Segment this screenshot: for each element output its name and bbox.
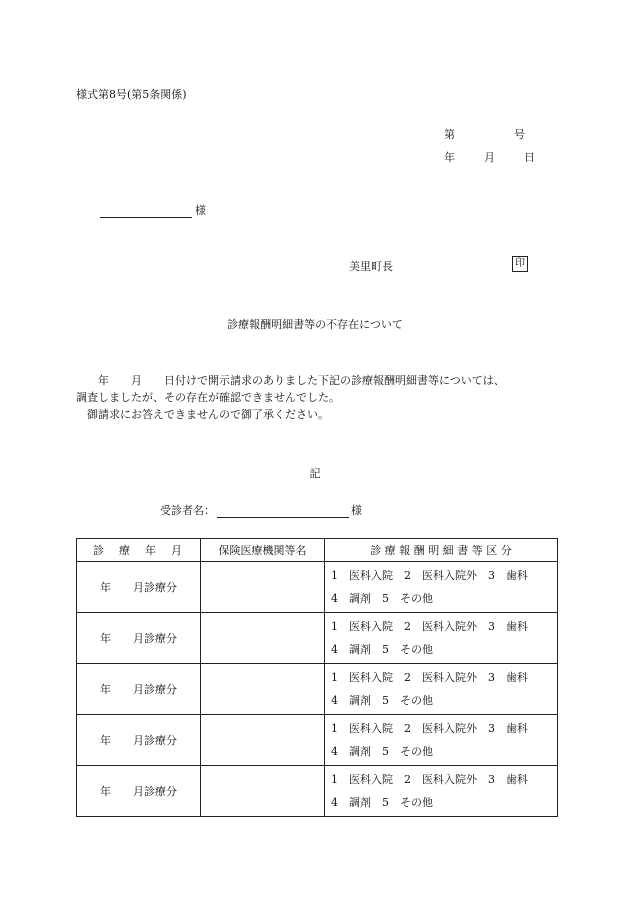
classification-line-2: 4 調剤 5 その他 bbox=[331, 796, 433, 809]
classification-line-2: 4 調剤 5 その他 bbox=[331, 745, 433, 758]
patient-honorific: 様 bbox=[351, 504, 362, 517]
date-month: 月 bbox=[484, 150, 495, 164]
seal-label: 印 bbox=[515, 258, 525, 269]
classification-line-1: 1 医科入院 2 医科入院外 3 歯科 bbox=[331, 722, 528, 735]
period-cell: 年 月診療分 bbox=[77, 766, 201, 817]
ki-heading: 記 bbox=[309, 467, 321, 480]
body-text bbox=[76, 372, 505, 423]
classification-cell bbox=[325, 562, 558, 613]
body-line-1: 年 月 日付けで開示請求のありました下記の診療報酬明細書等については、 bbox=[76, 374, 505, 387]
form-number: 様式第8号(第5条関係) bbox=[76, 88, 187, 101]
doc-number-row bbox=[444, 122, 535, 145]
document-subject: 診療報酬明細書等の不存在について bbox=[227, 318, 403, 331]
classification-line-2: 4 調剤 5 その他 bbox=[331, 694, 433, 707]
institution-cell[interactable] bbox=[201, 766, 325, 817]
addressee-honorific: 様 bbox=[195, 204, 206, 217]
period-cell: 年 月診療分 bbox=[77, 613, 201, 664]
doc-number-date-block bbox=[444, 122, 535, 168]
period-cell: 年 月診療分 bbox=[77, 664, 201, 715]
institution-cell[interactable] bbox=[201, 613, 325, 664]
classification-line-2: 4 調剤 5 その他 bbox=[331, 643, 433, 656]
patient-name-field[interactable] bbox=[217, 504, 349, 518]
table-row bbox=[77, 766, 558, 817]
classification-line-1: 1 医科入院 2 医科入院外 3 歯科 bbox=[331, 671, 528, 684]
date-row bbox=[444, 145, 535, 168]
body-line-2: 調査しましたが、その存在が確認できませんでした。 bbox=[76, 391, 340, 404]
table-row bbox=[77, 715, 558, 766]
doc-number-suffix: 号 bbox=[514, 127, 525, 141]
records-table bbox=[76, 538, 558, 817]
classification-cell bbox=[325, 613, 558, 664]
classification-cell bbox=[325, 715, 558, 766]
institution-cell[interactable] bbox=[201, 715, 325, 766]
addressee-blank-line[interactable] bbox=[100, 204, 192, 218]
header-institution: 保険医療機関等名 bbox=[201, 539, 325, 562]
seal-stamp-box bbox=[512, 256, 528, 272]
date-day: 日 bbox=[524, 150, 535, 164]
period-cell: 年 月診療分 bbox=[77, 715, 201, 766]
classification-cell bbox=[325, 766, 558, 817]
table-row bbox=[77, 562, 558, 613]
body-line-3: 御請求にお答えできませんので御了承ください。 bbox=[76, 408, 329, 421]
header-classification: 診 療 報 酬 明 細 書 等 区 分 bbox=[325, 539, 558, 562]
classification-cell bbox=[325, 664, 558, 715]
table-row bbox=[77, 664, 558, 715]
patient-name-row bbox=[160, 502, 362, 518]
table-header-row bbox=[77, 539, 558, 562]
addressee bbox=[100, 202, 206, 218]
classification-line-2: 4 調剤 5 その他 bbox=[331, 592, 433, 605]
date-year: 年 bbox=[444, 150, 455, 164]
institution-cell[interactable] bbox=[201, 562, 325, 613]
table-row bbox=[77, 613, 558, 664]
doc-number-prefix: 第 bbox=[444, 127, 455, 141]
issuer-name: 美里町長 bbox=[349, 260, 393, 273]
classification-line-1: 1 医科入院 2 医科入院外 3 歯科 bbox=[331, 773, 528, 786]
classification-line-1: 1 医科入院 2 医科入院外 3 歯科 bbox=[331, 569, 528, 582]
institution-cell[interactable] bbox=[201, 664, 325, 715]
header-period: 診 療 年 月 bbox=[77, 539, 201, 562]
patient-label: 受診者名： bbox=[160, 504, 215, 517]
period-cell: 年 月診療分 bbox=[77, 562, 201, 613]
classification-line-1: 1 医科入院 2 医科入院外 3 歯科 bbox=[331, 620, 528, 633]
